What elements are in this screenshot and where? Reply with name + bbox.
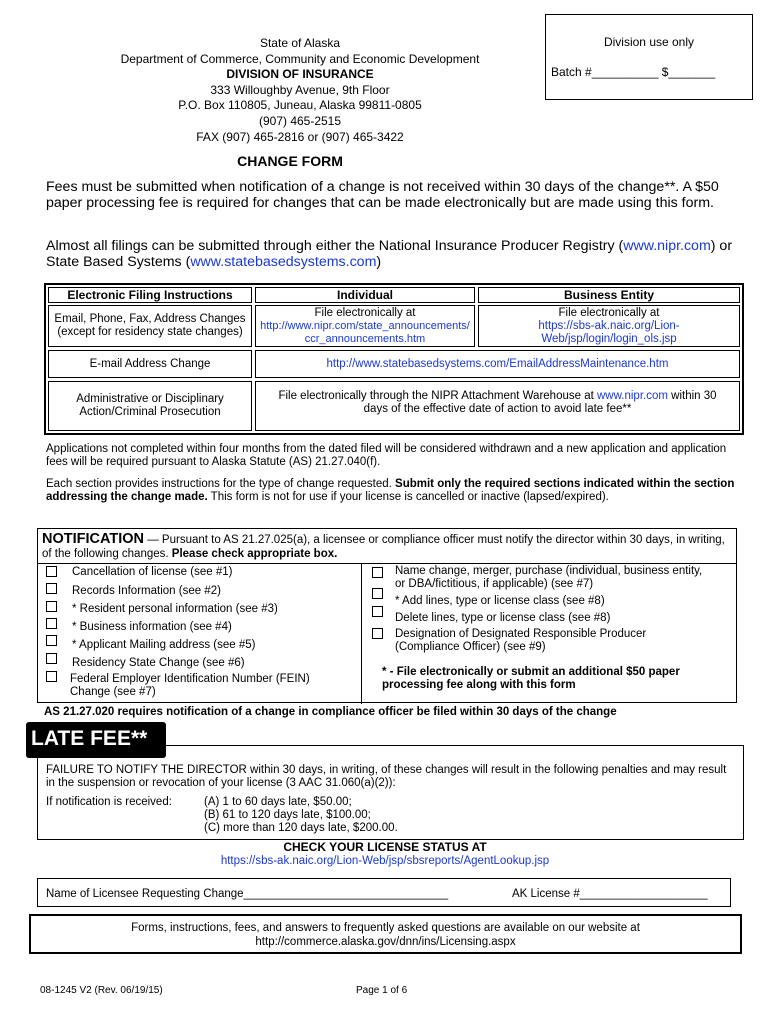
form-number: 08-1245 V2 (Rev. 06/19/15) (40, 985, 163, 996)
department-name: Department of Commerce, Community and Economic Development (120, 51, 480, 66)
filings-text-pre: Almost all filings can be submitted through either the National Insurance Producer Registry ( (46, 238, 624, 254)
row-contact-changes-label: Email, Phone, Fax, Address Changes (except for residency state changes) (48, 305, 252, 347)
sbs-link[interactable]: www.statebasedsystems.com (190, 254, 377, 270)
checkbox-name-change[interactable] (372, 567, 383, 578)
late-fee-if-label: If notification is received: (46, 796, 172, 808)
filings-paragraph (46, 238, 736, 270)
row-contact-individual (255, 305, 475, 347)
instructions-paragraph (46, 478, 736, 504)
checkbox-mailing-address[interactable] (46, 635, 57, 646)
item-add-lines: * Add lines, type or license class (see #8) (395, 595, 605, 607)
late-fee-badge: LATE FEE** (26, 722, 166, 758)
instructions-text-pre: Each section provides instructions for the type of change requested. (46, 478, 396, 490)
agency-header (95, 36, 505, 145)
individual-file-text: File electronically at (314, 306, 416, 319)
notification-instruction: Please check appropriate box. (171, 548, 338, 560)
header-business-entity: Business Entity (478, 287, 740, 303)
address-line-1: 333 Willoughby Avenue, 9th Floor (210, 82, 390, 97)
notification-heading: NOTIFICATION (42, 531, 145, 547)
late-fee-tier-b: (B) 61 to 120 days late, $100.00; (204, 809, 371, 821)
website-info-text: Forms, instructions, fees, and answers to frequently asked questions are available on our website at (131, 922, 640, 934)
item-name-change: Name change, merger, purchase (individual, business entity, or DBA/fictitious, if applicable) (see #7) (395, 565, 703, 590)
email-maintenance-link[interactable]: http://www.statebasedsystems.com/EmailAddressMaintenance.htm (255, 350, 740, 378)
late-fee-tier-a: (A) 1 to 60 days late, $50.00; (204, 796, 352, 808)
disciplinary-text-post: within 30 days of the effective date of action to avoid late fee** (363, 390, 717, 415)
licensee-info-box (37, 878, 731, 907)
licensee-name-field[interactable]: Name of Licensee Requesting Change________________________________ (46, 888, 449, 900)
checkbox-business-info[interactable] (46, 618, 57, 629)
ak-license-field[interactable]: AK License #____________________ (512, 888, 708, 900)
filing-instructions-table (44, 283, 744, 435)
item-delete-lines: Delete lines, type or license class (see #8) (395, 612, 611, 624)
division-name: DIVISION OF INSURANCE (226, 67, 374, 82)
website-info-box (29, 914, 742, 954)
row-disciplinary-label: Administrative or Disciplinary Action/Criminal Prosecution (48, 381, 252, 431)
division-use-label: Division use only (603, 35, 695, 49)
instructions-text-bold: Submit only the required sections indicated within the section addressing the change made. (46, 478, 735, 503)
checkbox-records[interactable] (46, 583, 57, 594)
item-residency-state: Residency State Change (see #6) (72, 657, 245, 669)
compliance-officer-note: AS 21.27.020 requires notification of a change in compliance officer be filed within 30 days of the change (44, 706, 617, 718)
website-url[interactable]: http://commerce.alaska.gov/dnn/ins/Licensing.aspx (255, 936, 516, 948)
nipr-link[interactable]: www.nipr.com (623, 238, 711, 254)
item-records: Records Information (see #2) (72, 585, 221, 597)
item-fein: Federal Employer Identification Number (FEIN) Change (see #7) (70, 673, 310, 698)
item-business-info: * Business information (see #4) (72, 621, 232, 633)
checkbox-fein[interactable] (46, 671, 57, 682)
checkbox-cancellation[interactable] (46, 566, 57, 577)
checkbox-delete-lines[interactable] (372, 606, 383, 617)
electronic-filing-note: * - File electronically or submit an additional $50 paper processing fee along with this form (382, 666, 680, 691)
filings-text-post: ) (376, 254, 382, 270)
row-email-label: E-mail Address Change (48, 350, 252, 378)
checkbox-compliance-officer[interactable] (372, 628, 383, 639)
page-number: Page 1 of 6 (356, 985, 408, 996)
disciplinary-text-pre: File electronically through the NIPR Attachment Warehouse at (278, 390, 597, 402)
item-resident-info: * Resident personal information (see #3) (72, 603, 278, 615)
item-cancellation: Cancellation of license (see #1) (72, 566, 233, 578)
late-fee-text: FAILURE TO NOTIFY THE DIRECTOR within 30 days, in writing, of these changes will result in the following penalties and may result in the suspension or revocation of your license (3 AAC 31.060(a)(2)): (46, 764, 727, 789)
phone-number: (907) 465-2515 (258, 113, 342, 128)
header-individual: Individual (255, 287, 475, 303)
nipr-warehouse-link[interactable]: www.nipr.com (597, 390, 668, 402)
late-fee-tier-c: (C) more than 120 days late, $200.00. (204, 822, 398, 834)
division-use-box (545, 14, 753, 100)
business-file-text: File electronically at (558, 306, 660, 319)
checkbox-residency-state[interactable] (46, 653, 57, 664)
instructions-text-post: This form is not for use if your license is cancelled or inactive (lapsed/expired). (207, 491, 609, 503)
sbs-login-link[interactable]: https://sbs-ak.naic.org/Lion-Web/jsp/login/login_ols.jsp (538, 319, 680, 345)
batch-field[interactable]: Batch #__________ $_______ (551, 65, 716, 79)
item-mailing-address: * Applicant Mailing address (see #5) (72, 639, 256, 651)
nipr-announcements-link[interactable]: http://www.nipr.com/state_announcements/ ccr_announcements.htm (260, 319, 470, 345)
fax-number: FAX (907) 465-2816 or (907) 465-3422 (196, 129, 404, 144)
notification-divider-vertical (361, 564, 362, 704)
checkbox-resident-info[interactable] (46, 601, 57, 612)
item-compliance-officer: Designation of Designated Responsible Producer (Compliance Officer) (see #9) (395, 628, 647, 653)
form-title: CHANGE FORM (237, 153, 343, 169)
withdrawal-paragraph: Applications not completed within four months from the dated filed will be considered withdrawn and a new application and application fees will be required pursuant to Alaska Statute (AS) 21.27.040(f). (46, 443, 727, 468)
header-filing-instructions: Electronic Filing Instructions (48, 287, 252, 303)
filings-text-mid: ) or State Based Systems ( (46, 238, 733, 270)
state-name: State of Alaska (259, 36, 341, 50)
row-disciplinary-instructions (255, 381, 740, 431)
notification-divider-horizontal (38, 563, 736, 564)
row-contact-business (478, 305, 740, 347)
fees-paragraph: Fees must be submitted when notification of a change is not received within 30 days of the change**. A $50 paper processing fee is required for changes that can be made electronically but are made using this form. (46, 179, 719, 211)
checkbox-add-lines[interactable] (372, 588, 383, 599)
license-status-title: CHECK YOUR LICENSE STATUS AT (283, 840, 487, 854)
notification-header (42, 532, 732, 561)
address-line-2: P.O. Box 110805, Juneau, Alaska 99811-0805 (178, 98, 422, 113)
notification-text: — Pursuant to AS 21.27.025(a), a licensee or compliance officer must notify the director within 30 days, in writing, of the following changes. (42, 534, 725, 560)
license-status-link[interactable]: https://sbs-ak.naic.org/Lion-Web/jsp/sbsreports/AgentLookup.jsp (220, 855, 550, 867)
